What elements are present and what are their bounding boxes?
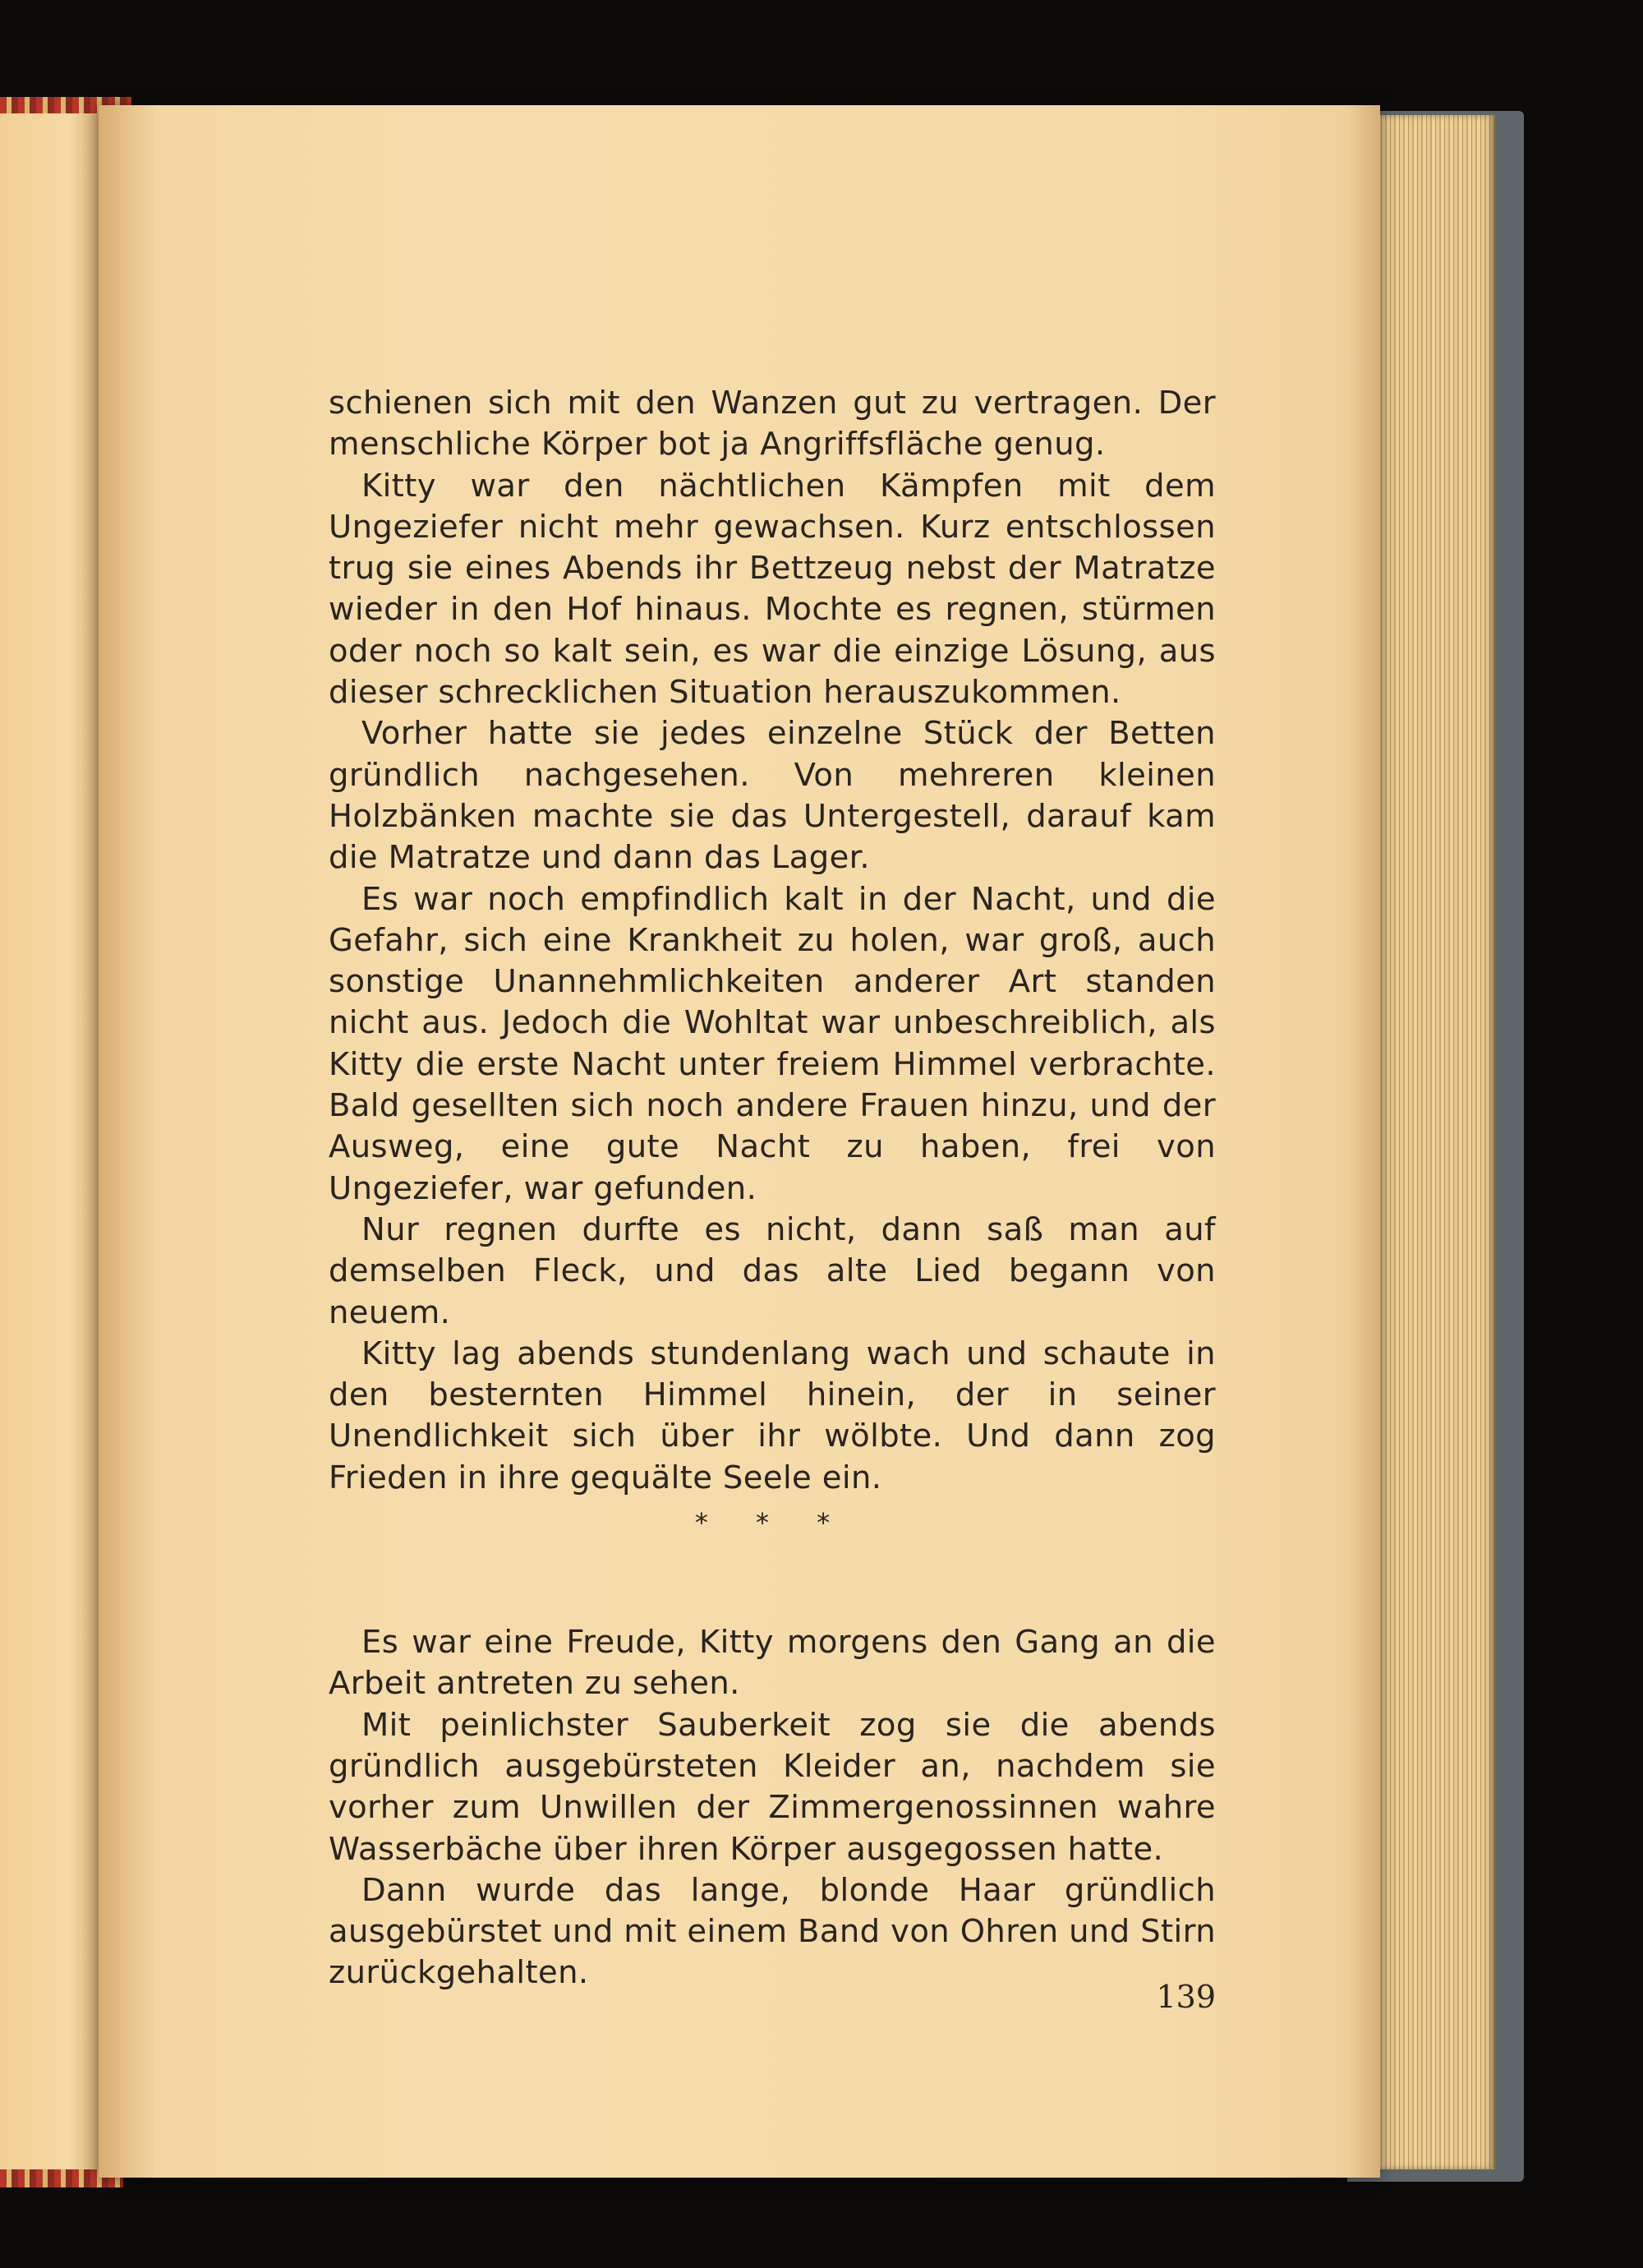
book-page [99,105,1380,2178]
paragraph: Dann wurde das lange, blonde Haar gründlich ausgebürstet und mit einem Band von Ohren und Stirn zurückgehalten. [329,1871,1216,1992]
paragraph: Mit peinlichster Sauberkeit zog sie die abends gründlich ausgebürsteten Kleider an, nachdem sie vorher zum Unwillen der Zimmergenossinnen wahre Wasserbäche über ihren Körper ausgegossen hatte. [329,1706,1216,1868]
paragraph: Kitty war den nächtlichen Kämpfen mit dem Ungeziefer nicht mehr gewachsen. Kurz entschlossen trug sie eines Abends ihr Bettzeug nebst der Matratze wieder in den Hof hinaus. Mochte es regnen, stürmen oder noch so kalt sein, es war die einzige Lösung, aus dieser schrecklichen Situation herauszukommen. [329,467,1216,712]
page-number: 139 [1156,1979,1216,2015]
paragraph: Es war noch empfindlich kalt in der Nacht, und die Gefahr, sich eine Krankheit zu holen, war groß, auch sonstige Unannehmlichkeiten anderer Art standen nicht aus. Jedoch die Wohltat war unbeschreiblich, als Kitty die erste Nacht unter freiem Himmel verbrachte. Bald gesellten sich noch andere Frauen hinzu, und der Ausweg, eine gute Nacht zu haben, frei von Ungeziefer, war gefunden. [329,880,1216,1207]
body-text [329,383,1216,1994]
paragraph: schienen sich mit den Wanzen gut zu vertragen. Der menschliche Körper bot ja Angriffsfläche genug. [329,385,1216,463]
section-separator: * * * [694,1507,850,1538]
paragraph: Nur regnen durfte es nicht, dann saß man auf demselben Fleck, und das alte Lied begann von neuem. [329,1210,1216,1331]
page-edges [1364,115,1495,2169]
paragraph: Vorher hatte sie jedes einzelne Stück der Betten gründlich nachgesehen. Von mehreren kleinen Holzbänken machte sie das Untergestell, darauf kam die Matratze und dann das Lager. [329,715,1216,877]
paragraph: Es war eine Freude, Kitty morgens den Gang an die Arbeit antreten zu sehen. [329,1624,1216,1703]
paragraph: Kitty lag abends stundenlang wach und schaute in den besternten Himmel hinein, der in seiner Unendlichkeit sich über ihr wölbte. Und dann zog Frieden in ihre gequälte Seele ein. [329,1335,1216,1496]
left-page [0,103,115,2178]
